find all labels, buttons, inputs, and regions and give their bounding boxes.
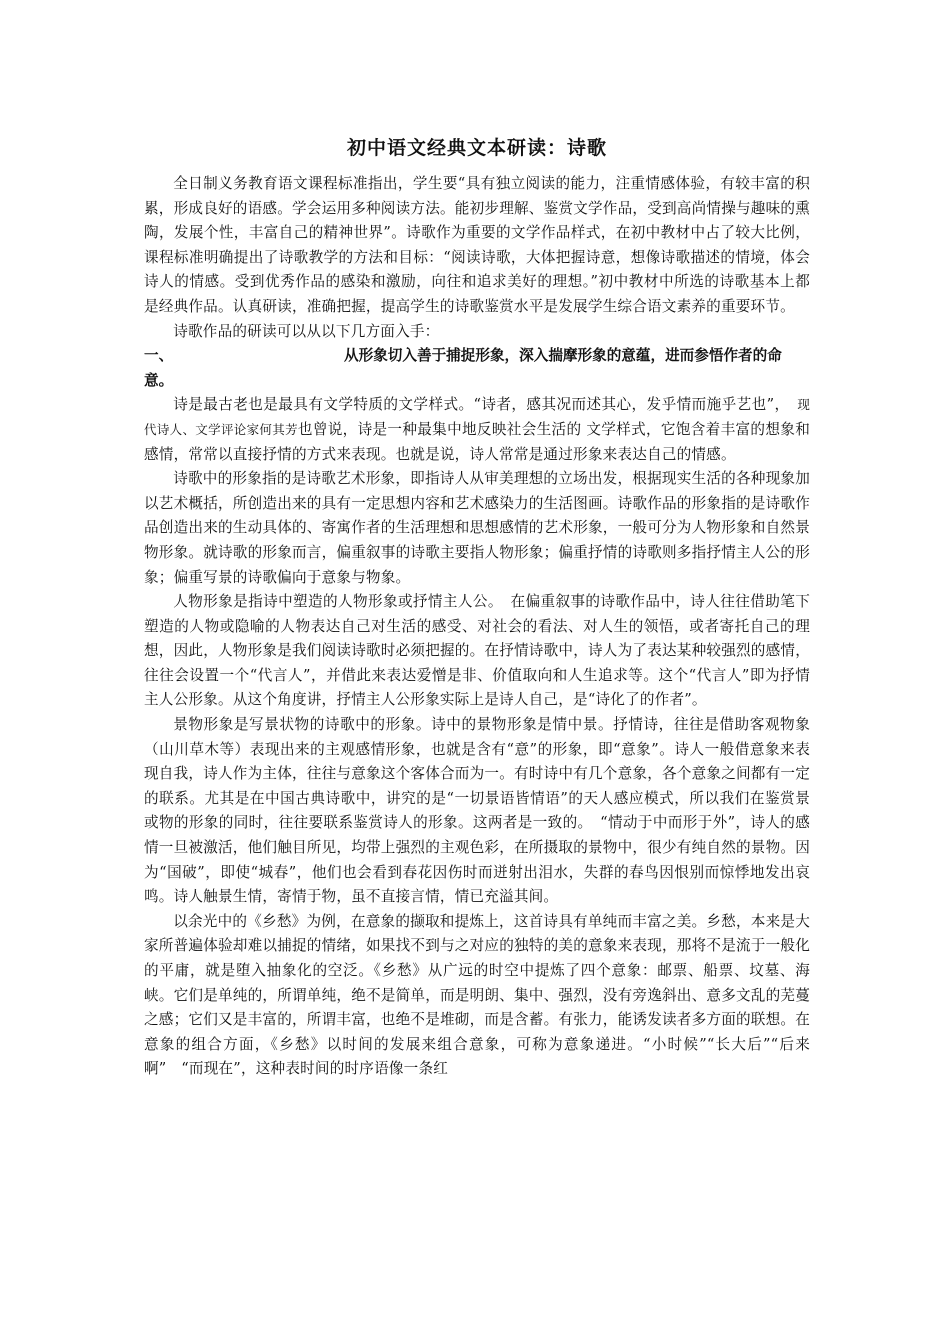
paragraph-poetry-definition-a: 诗是最古老也是最具有文学特质的文学样式。“诗者，感其况而述其心，发乎情而施乎艺也”， <box>173 396 783 414</box>
paragraph-image-definition: 诗歌中的形象指的是诗歌艺术形象，即指诗人从审美理想的立场出发，根据现实生活的各种现象加以艺术概括，所创造出来的具有一定思想内容和艺术感染力的生活图画。诗歌作品的形象指的是诗歌作品创造出来的生动具体的、寄寓作者的生活理想和思想感情的艺术形象，一般可分为人物形象和自然景物形象。就诗歌的形象而言，偏重叙事的诗歌主要指人物形象；偏重抒情的诗歌则多指抒情主人公的形象；偏重写景的诗歌偏向于意象与物象。 <box>144 470 810 586</box>
document-body <box>144 134 810 1082</box>
paragraph-xiangchou-example: 以余光中的《乡愁》为例，在意象的撷取和提炼上，这首诗具有单纯而丰富之美。乡愁，本来是大家所普遍体验却难以捕捉的情绪，如果找不到与之对应的独特的美的意象来表现，那将不是流于一般化的平庸，就是堕入抽象化的空泛。《乡愁》从广远的时空中提炼了四个意象：邮票、船票、坟墓、海峡。它们是单纯的，所谓单纯，绝不是简单，而是明朗、集中、强烈，没有旁逸斜出、意多文乱的芜蔓之感；它们又是丰富的，所谓丰富，也绝不是堆砌，而是含蓄。有张力，能诱发读者多方面的联想。在意象的组合方面，《乡愁》以时间的发展来组合意象，可称为意象递进。“小时候”“长大后”“后来啊” “而现在”，这种表时间的时序语像一条红 <box>144 912 810 1078</box>
paragraph-intro: 全日制义务教育语文课程标准指出，学生要“具有独立阅读的能力，注重情感体验，有较丰富的积累，形成良好的语感。学会运用多种阅读方法。能初步理解、鉴赏文学作品，受到高尚情操与趣味的熏陶，发展个性，丰富自己的精神世界”。诗歌作为重要的文学作品样式，在初中教材中占了较大比例，课程标准明确提出了诗歌教学的方法和目标：“阅读诗歌，大体把握诗意，想像诗歌描述的情境，体会诗人的情感。受到优秀作品的感染和激励，向往和追求美好的理想。”初中教材中所选的诗歌基本上都是经典作品。认真研读，准确把握，提高学生的诗歌鉴赏水平是发展学生综合语文素养的重要环节。 <box>144 175 810 315</box>
paragraph-poetry-definition <box>144 393 810 467</box>
paragraph-poetry-definition-b: 现代诗人、文学评论家何其芳 <box>144 397 811 437</box>
paragraph-poetry-definition-c: 也曾说，诗是一种最集中地反映社会生活的 文学样式，它饱含着丰富的想象和感情，常常以直接抒情的方式来表现。也就是说，诗人常常是通过形象来表达自己的情感。 <box>144 420 810 463</box>
paragraph-character-image: 人物形象是指诗中塑造的人物形象或抒情主人公。 在偏重叙事的诗歌作品中，诗人往往借助笔下塑造的人物或隐喻的人物表达自己对生活的感受、对社会的看法、对人生的领悟，或者寄托自己的理想，因此，人物形象是我们阅读诗歌时必须把握的。在抒情诗歌中，诗人为了表达某种较强烈的感情，往往会设置一个“代言人”，并借此来表达爱憎是非、价值取向和人生追求等。这个“代言人”即为抒情主人公形象。从这个角度讲，抒情主人公形象实际上是诗人自己，是“诗化了的作者”。 <box>144 593 810 709</box>
section-heading <box>144 344 810 393</box>
section-number: 一、 <box>144 347 174 365</box>
document-title: 初中语文经典文本研读：诗歌 <box>346 137 607 159</box>
paragraph-scenery-image: 景物形象是写景状物的诗歌中的形象。诗中的景物形象是情中景。抒情诗，往往是借助客观物象（山川草木等）表现出来的主观感情形象，也就是含有“意”的形象，即“意象”。诗人一般借意象来表现自我，诗人作为主体，往往与意象这个客体合而为一。有时诗中有几个意象，各个意象之间都有一定的联系。尤其是在中国古典诗歌中，讲究的是“一切景语皆情语”的天人感应模式，所以我们在鉴赏景或物的形象的同时，往往要联系鉴赏诗人的形象。这两者是一致的。 “情动于中而形于外”，诗人的感情一旦被激活，他们触目所见，均带上强烈的主观色彩，在所摄取的景物中，很少有纯自然的景物。因为“国破”，即使“城春”，他们也会看到春花因伤时而迸射出泪水，失群的春鸟因恨别而惊悸地发出哀鸣。诗人触景生情，寄情于物，虽不直接言情，情已充溢其间。 <box>144 716 810 906</box>
section-heading-text: 从形象切入善于捕捉形象，深入揣摩形象的意蕴，进而参悟作者的命意。 <box>144 347 782 389</box>
paragraph-approach: 诗歌作品的研读可以从以下几方面入手： <box>173 322 440 340</box>
